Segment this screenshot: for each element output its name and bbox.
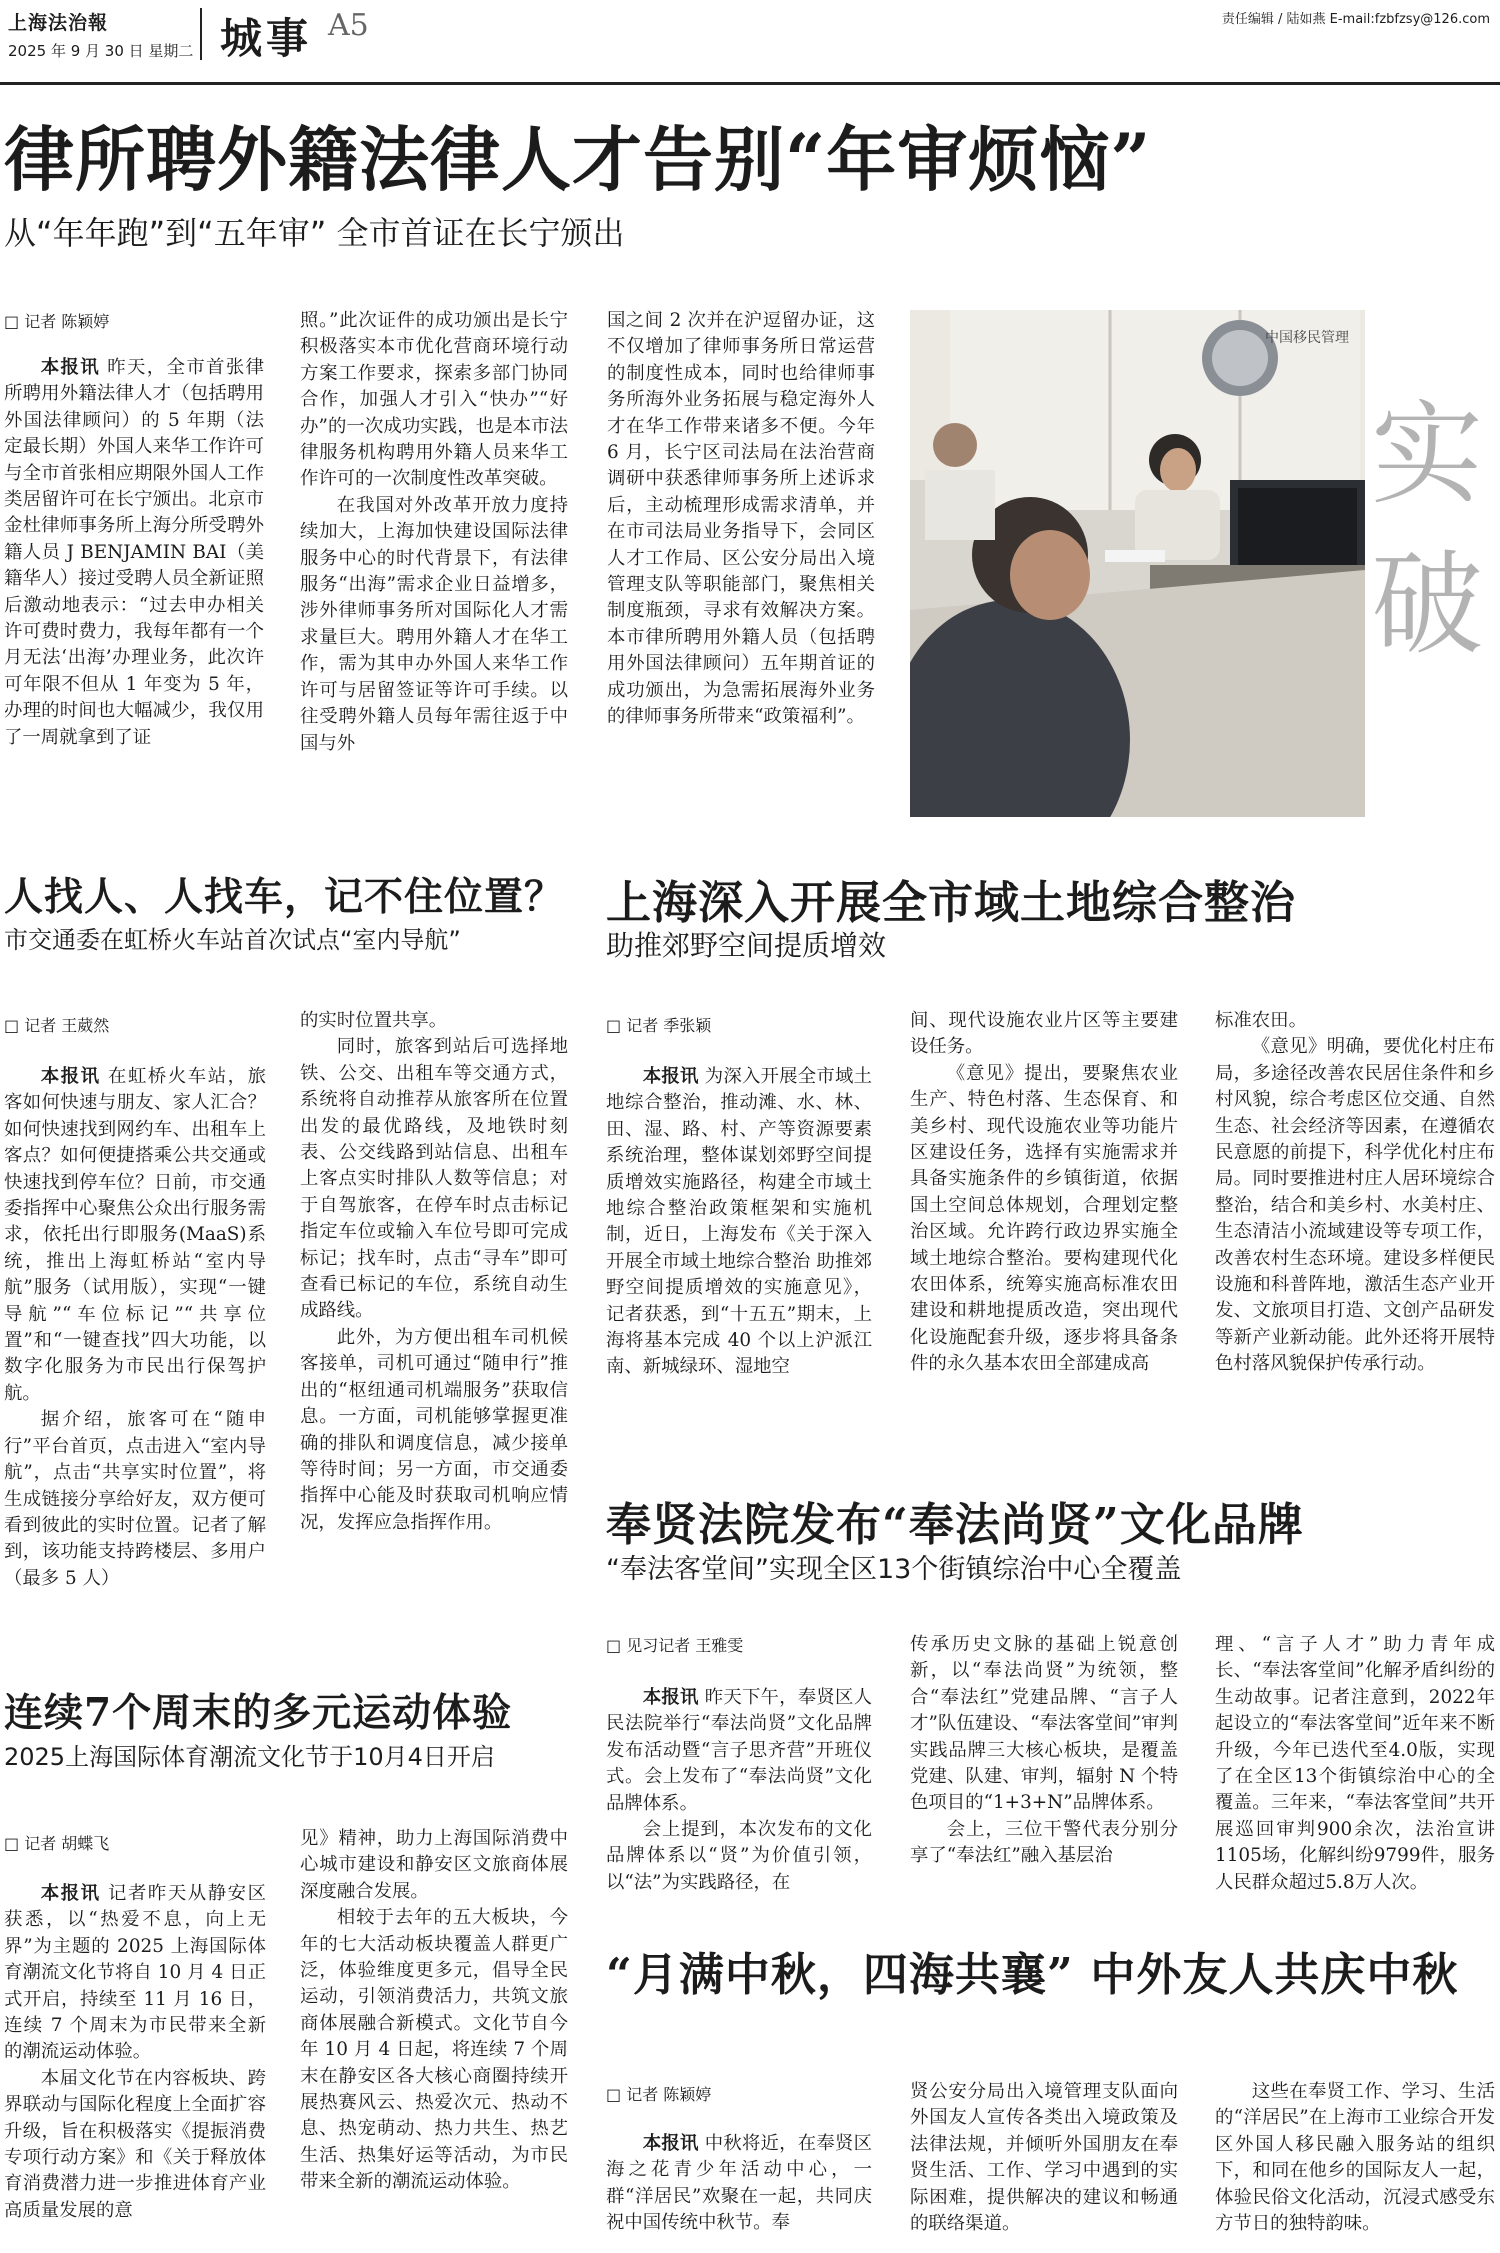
- article-6-column-3: [1215, 2079, 1495, 2237]
- article-4-text: 理、“言子人才”助力青年成长、“奉法客堂间”化解矛盾纠纷的生动故事。记者注意到，2022年起设立的“奉法客堂间”近年来不断升级，今年已迭代至4.0版，实现了在全区13个街镇综治中心的全覆盖。三年来，“奉法客堂间”共开展巡回审判900余次，法治宣讲1105场，化解纠纷9799件，服务人民群众超过5.8万人次。: [1215, 1634, 1495, 1893]
- article-5-column-1: [4, 1881, 266, 2224]
- article-5-column-2: [300, 1826, 568, 2196]
- lead-tag: 本报讯: [40, 1883, 101, 1904]
- article-5-title: 连续7个周末的多元运动体验: [4, 1690, 513, 1736]
- lead-article-subtitle: 从“年年跑”到“五年审” 全市首证在长宁颁出: [4, 214, 625, 252]
- editor-credit: 责任编辑 / 陆如燕 E-mail:fzbfzsy@126.com: [1221, 12, 1490, 27]
- article-3-byline: □ 记者 季张颖: [606, 1016, 712, 1035]
- article-4-text: 会上，三位干警代表分别分享了“奉法红”融入基层治: [910, 1818, 1178, 1867]
- article-2-subtitle: 市交通委在虹桥火车站首次试点“室内导航”: [4, 926, 461, 954]
- article-4-subtitle: “奉法客堂间”实现全区13个街镇综治中心全覆盖: [606, 1554, 1182, 1585]
- lead-article-column-2: [300, 308, 568, 757]
- article-2-column-1: [4, 1064, 266, 1592]
- lead-article-column-1: [4, 355, 264, 751]
- lead-article-title: 律所聘外籍法律人才告别“年审烦恼”: [4, 118, 1152, 201]
- article-3-text: 标准农田。: [1215, 1010, 1307, 1031]
- lead-tag: 本报讯: [642, 1687, 699, 1708]
- newspaper-logo: 上海法治報: [8, 12, 109, 34]
- lead-tag: 本报讯: [642, 2133, 699, 2154]
- article-5-text: 相较于去年的五大板块，今年的七大活动板块覆盖人群更广泛，体验维度更多元，倡导全民运动，引领消费活力，共筑文旅商体展融合新模式。文化节自今年 10 月 4 日起，将连续 7 个周末在静安区各大核心商圈持续开展热赛风云、热爱次元、热动不息、热宠萌动、热力共生、热艺生活、热集好运等活动，为市民带来全新的潮流运动体验。: [300, 1907, 568, 2193]
- issue-date: 2025 年 9 月 30 日 星期二: [8, 42, 194, 60]
- article-6-byline: □ 记者 陈颖婷: [606, 2085, 712, 2104]
- article-3-text: 《意见》明确，要优化村庄布局，多途径改善农民居住条件和乡村风貌，综合考虑区位交通、自然生态、社会经济等因素，在遵循农民意愿的前提下，科学优化村庄布局。同时要推进村庄人居环境综合整治，结合和美乡村、水美村庄、生态清洁小流域建设等专项工作，改善农村生态环境。建设多样便民设施和科普阵地，激活生态产业开发、文旅项目打造、文创产品研发等新产业新动能。此外还将开展特色村落风貌保护传承行动。: [1215, 1036, 1495, 1375]
- article-2-title: 人找人、人找车，记不住位置？: [4, 874, 565, 920]
- article-3-column-3: [1215, 1008, 1495, 1378]
- lead-article-column-3: [607, 308, 875, 731]
- news-photo: [910, 310, 1365, 817]
- article-4-column-3: [1215, 1632, 1495, 1896]
- lead-article-text: 在我国对外改革开放力度持续加大，上海加快建设国际法律服务中心的时代背景下，有法律服务“出海”需求企业日益增多，涉外律师事务所对国际化人才需求量巨大。聘用外籍人才在华工作，需为其申办外国人来华工作许可与居留签证等许可手续。以往受聘外籍人员每年需往返于中国与外: [300, 494, 568, 754]
- masthead-rule: [0, 82, 1500, 85]
- article-2-text: 同时，旅客到站后可选择地铁、公交、出租车等交通方式，系统将自动推荐从旅客所在位置出发的最优路线，及地铁时刻表、公交线路到站信息、出租车上客点实时排队人数等信息；对于自驾旅客，在停车时点击标记指定车位或输入车位号即可完成标记；找车时，点击“寻车”即可查看已标记的车位，系统自动生成路线。: [300, 1036, 568, 1322]
- article-3-text: 《意见》提出，要聚焦农业生产、特色村落、生态保育、和美乡村、现代设施农业等功能片区建设任务，选择有实施需求并具备实施条件的乡镇街道，依据国土空间总体规划，合理划定整治区域。允许跨行政边界实施全域土地综合整治。要构建现代化农田体系，统筹实施高标准农田建设和耕地提质改造，突出现代化设施配套升级，逐步将具备条件的永久基本农田全部建成高: [910, 1062, 1178, 1375]
- article-2-byline: □ 记者 王葳然: [4, 1016, 110, 1035]
- article-4-title: 奉贤法院发布“奉法尚贤”文化品牌: [606, 1498, 1304, 1551]
- page-number: A5: [328, 8, 369, 43]
- article-6-column-1: [606, 2131, 872, 2237]
- article-3-column-1: [606, 1064, 872, 1381]
- lead-article-text: 照。”此次证件的成功颁出是长宁积极落实本市优化营商环境行动方案工作要求，探索多部门协同合作，加强人才引入“快办”“好办”的一次成功实践，也是本市法律服务机构聘用外籍人员来华工作许可的一次制度性改革突破。: [300, 310, 568, 490]
- photo-plaque-text: 中国移民管理: [1265, 330, 1349, 346]
- article-4-column-1: [606, 1685, 872, 1896]
- section-name: 城事: [220, 14, 313, 63]
- article-4-text: 会上提到，本次发布的文化品牌体系以“贤”为价值引领，以“法”为实践路径，在: [606, 1819, 872, 1893]
- article-4-column-2: [910, 1632, 1178, 1870]
- article-2-text: 据介绍，旅客可在“随申行”平台首页，点击进入“室内导航”，点击“共享实时位置”，将生成链接分享给好友，双方便可看到彼此的实时位置。记者了解到，该功能支持跨楼层、多用户（最多 5 人）: [4, 1409, 266, 1589]
- article-3-text: 间、现代设施农业片区等主要建设任务。: [910, 1010, 1178, 1058]
- article-4-byline: □ 见习记者 王雅雯: [606, 1636, 744, 1655]
- lead-tag: 本报讯: [40, 357, 101, 378]
- article-2-text: 的实时位置共享。: [300, 1010, 448, 1031]
- article-5-text: 本届文化节在内容板块、跨界联动与国际化程度上全面扩容升级，旨在积极落实《提振消费专项行动方案》和《关于释放体育消费潜力进一步推进体育产业高质量发展的意: [4, 2067, 266, 2221]
- lead-article-text: 国之间 2 次并在沪逗留办证，这不仅增加了律师事务所日常运营的制度性成本，同时也给律师事务所海外业务拓展与稳定海外人才在华工作带来诸多不便。今年 6 月，长宁区司法局在法治营商调研中获悉律师事务所上述诉求后，主动梳理形成需求清单，并在市司法局业务指导下，会同区人才工作局、区公安分局出入境管理支队等职能部门，聚焦相关制度瓶颈，寻求有效解决方案。本市律所聘用外籍人员（包括聘用外国法律顾问）五年期首证的成功颁出，为急需拓展海外业务的律师事务所带来“政策福利”。: [607, 310, 875, 728]
- article-6-text: 贤公安分局出入境管理支队面向外国友人宣传各类出入境政策及法律法规，并倾听外国朋友在奉贤生活、工作、学习中遇到的实际困难，提供解决的建议和畅通的联络渠道。: [910, 2081, 1178, 2235]
- article-4-text: 昨天下午，奉贤区人民法院举行“奉法尚贤”文化品牌发布活动暨“言子思齐营”开班仪式。会上发布了“奉法尚贤”文化品牌体系。: [606, 1687, 872, 1814]
- article-2-column-2: [300, 1008, 568, 1536]
- lead-article-byline: □ 记者 陈颖婷: [4, 312, 110, 331]
- decorative-side-text: 实破: [1371, 390, 1483, 670]
- article-6-text: 中秋将近，在奉贤区海之花青少年活动中心，一群“洋居民”欢聚在一起，共同庆祝中国传统中秋节。奉: [606, 2133, 872, 2234]
- article-6-title: “月满中秋，四海共襄” 中外友人共庆中秋: [606, 1948, 1459, 2001]
- lead-tag: 本报讯: [40, 1066, 101, 1087]
- article-5-text: 记者昨天从静安区获悉，以“热爱不息，向上无界”为主题的 2025 上海国际体育潮流文化节将自 10 月 4 日正式开启，持续至 11 月 16 日，连续 7 个周末为市民带来全新的潮流运动体验。: [4, 1883, 266, 2063]
- masthead-divider: [200, 8, 202, 60]
- article-3-column-2: [910, 1008, 1178, 1378]
- article-5-byline: □ 记者 胡蝶飞: [4, 1834, 110, 1853]
- article-3-subtitle: 助推郊野空间提质增效: [606, 929, 887, 962]
- article-5-text: 见》精神，助力上海国际消费中心城市建设和静安区文旅商体展深度融合发展。: [300, 1828, 568, 1902]
- article-4-text: 传承历史文脉的基础上锐意创新，以“奉法尚贤”为统领，整合“奉法红”党建品牌、“言子人才”队伍建设、“奉法客堂间”审判实践品牌三大核心板块，是覆盖党建、队建、审判，辐射 N 个特色项目的“1+3+N”品牌体系。: [910, 1634, 1178, 1814]
- article-2-text: 在虹桥火车站，旅客如何快速与朋友、家人汇合？如何快速找到网约车、出租车上客点？如何便捷搭乘公共交通或快速找到停车位？日前，市交通委指挥中心聚焦公众出行服务需求，依托出行即服务(MaaS)系统，推出上海虹桥站“室内导航”服务（试用版），实现“一键导航”“车位标记”“共享位置”和“一键查找”四大功能，以数字化服务为市民出行保驾护航。: [4, 1066, 266, 1404]
- lead-article-text: 昨天，全市首张律所聘用外籍法律人才（包括聘用外国法律顾问）的 5 年期（法定最长期）外国人来华工作许可与全市首张相应期限外国人工作类居留许可在长宁颁出。北京市金杜律师事务所上海分所受聘外籍人员 J BENJAMIN BAI（美籍华人）接过受聘人员全新证照后激动地表示：“过去申办相关许可费时费力，我每年都有一个月无法‘出海’办理业务，此次许可年限不但从 1 年变为 5 年，办理的时间也大幅减少，我仅用了一周就拿到了证: [4, 357, 264, 748]
- article-6-column-2: [910, 2079, 1178, 2237]
- article-5-subtitle: 2025上海国际体育潮流文化节于10月4日开启: [4, 1743, 495, 1771]
- lead-tag: 本报讯: [642, 1066, 699, 1087]
- article-2-text: 此外，为方便出租车司机候客接单，司机可通过“随申行”推出的“枢纽通司机端服务”获取信息。一方面，司机能够掌握更准确的排队和调度信息，减少接单等待时间；另一方面，市交通委指挥中心能及时获取司机响应情况，发挥应急指挥作用。: [300, 1326, 568, 1533]
- article-3-text: 为深入开展全市域土地综合整治，推动滩、水、林、田、湿、路、村、产等资源要素系统治理，整体谋划郊野空间提质增效实施路径，构建全市域土地综合整治政策框架和实施机制，近日，上海发布《关于深入开展全市域土地综合整治 助推郊野空间提质增效的实施意见》，记者获悉，到“十五五”期末，上海将基本完成 40 个以上沪派江南、新城绿环、湿地空: [606, 1066, 872, 1378]
- article-6-text: 这些在奉贤工作、学习、生活的“洋居民”在上海市工业综合开发区外国人移民融入服务站的组织下，和同在他乡的国际友人一起，体验民俗文化活动，沉浸式感受东方节日的独特韵味。: [1215, 2081, 1495, 2235]
- article-3-title: 上海深入开展全市域土地综合整治: [606, 876, 1297, 929]
